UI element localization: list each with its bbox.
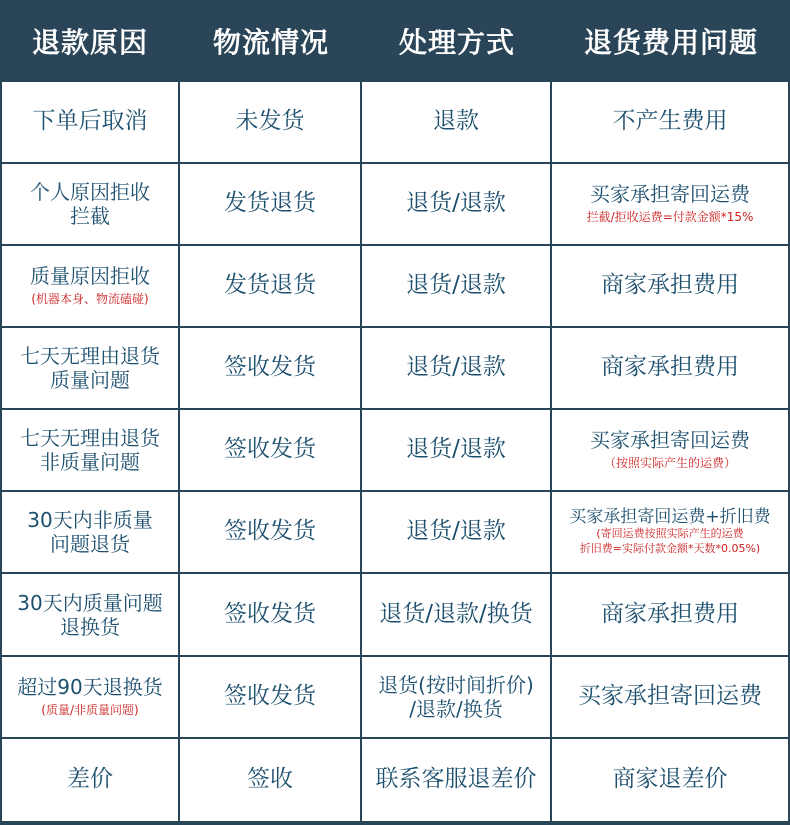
- fee-text: 买家承担寄回运费+折旧费: [569, 506, 771, 527]
- logistics-cell: [180, 492, 360, 572]
- fee-text: 买家承担寄回运费: [590, 428, 750, 453]
- fee-text: 买家承担寄回运费: [578, 683, 762, 710]
- handling-text: 退货/退款: [406, 518, 506, 545]
- handling-text: /退款/换货: [409, 697, 503, 721]
- reason-cell: [2, 82, 178, 162]
- fee-text: 商家承担费用: [601, 354, 739, 381]
- fee-note: (寄回运费按照实际产生的运费: [596, 527, 744, 541]
- reason-text: 七天无理由退货: [20, 426, 160, 450]
- reason-text: 非质量问题: [40, 450, 140, 474]
- handling-text: 退货/退款/换货: [379, 600, 533, 627]
- logistics-cell: [180, 410, 360, 490]
- reason-note: (机器本身、物流磕碰): [31, 292, 149, 307]
- logistics-cell: [180, 246, 360, 326]
- handling-text: 退款: [433, 108, 479, 135]
- logistics-text: 发货退货: [224, 272, 316, 299]
- header-handling: 处理方式: [398, 26, 515, 59]
- reason-text: 拦截: [70, 204, 110, 228]
- reason-cell: [2, 246, 178, 326]
- handling-cell: [362, 739, 550, 821]
- header-fee: 退货费用问题: [583, 26, 758, 59]
- reason-cell: [2, 328, 178, 408]
- reason-text: 退换货: [60, 614, 120, 639]
- reason-text: 超过90天退换货: [17, 675, 163, 700]
- handling-cell: [362, 246, 550, 326]
- fee-cell: [552, 164, 788, 244]
- reason-cell: [2, 492, 178, 572]
- fee-text: 商家退差价: [612, 766, 728, 793]
- handling-cell: [362, 328, 550, 408]
- logistics-text: 发货退货: [224, 190, 316, 217]
- fee-cell: [552, 82, 788, 162]
- logistics-cell: [180, 328, 360, 408]
- fee-cell: [552, 492, 788, 572]
- handling-cell: [362, 410, 550, 490]
- fee-text: 商家承担费用: [601, 272, 739, 299]
- reason-cell: [2, 657, 178, 737]
- fee-text: 不产生费用: [612, 108, 728, 135]
- logistics-cell: [180, 82, 360, 162]
- reason-text: 质量问题: [50, 368, 130, 392]
- reason-text: 差价: [67, 766, 113, 793]
- logistics-text: 签收发货: [224, 683, 316, 710]
- reason-cell: [2, 574, 178, 655]
- fee-note: 折旧费=实际付款金额*天数*0.05%): [579, 542, 761, 556]
- reason-cell: [2, 164, 178, 244]
- fee-cell: [552, 657, 788, 737]
- handling-text: 退货(按时间折价): [378, 673, 534, 697]
- reason-note: (质量/非质量问题): [41, 703, 139, 718]
- logistics-cell: [180, 574, 360, 655]
- reason-text: 30天内质量问题: [17, 590, 163, 615]
- handling-cell: [362, 164, 550, 244]
- logistics-text: 签收: [247, 766, 293, 793]
- header-refund-reason: 退款原因: [31, 26, 148, 59]
- handling-cell: [362, 492, 550, 572]
- fee-cell: [552, 246, 788, 326]
- logistics-text: 签收发货: [224, 518, 316, 545]
- reason-text: 30天内非质量: [27, 508, 153, 532]
- reason-text: 问题退货: [50, 532, 130, 556]
- logistics-text: 签收发货: [224, 354, 316, 381]
- fee-cell: [552, 574, 788, 655]
- handling-text: 联系客服退差价: [375, 766, 537, 793]
- reason-text: 七天无理由退货: [20, 344, 160, 368]
- logistics-text: 签收发货: [224, 600, 316, 627]
- fee-cell: [552, 328, 788, 408]
- reason-text: 下单后取消: [32, 108, 148, 135]
- handling-text: 退货/退款: [406, 436, 506, 463]
- fee-text: 商家承担费用: [601, 600, 739, 627]
- handling-cell: [362, 82, 550, 162]
- handling-cell: [362, 657, 550, 737]
- fee-note: （按照实际产生的运费）: [603, 456, 736, 471]
- logistics-cell: [180, 164, 360, 244]
- reason-cell: [2, 410, 178, 490]
- handling-text: 退货/退款: [406, 354, 506, 381]
- reason-text: 个人原因拒收: [30, 180, 150, 204]
- logistics-cell: [180, 657, 360, 737]
- header-logistics: 物流情况: [212, 26, 329, 59]
- handling-cell: [362, 574, 550, 655]
- handling-text: 退货/退款: [406, 272, 506, 299]
- handling-text: 退货/退款: [406, 190, 506, 217]
- fee-text: 买家承担寄回运费: [590, 182, 750, 207]
- fee-note: 拦截/拒收运费=付款金额*15%: [586, 210, 754, 225]
- logistics-cell: [180, 739, 360, 821]
- fee-cell: [552, 739, 788, 821]
- reason-text: 质量原因拒收: [30, 264, 150, 289]
- fee-cell: [552, 410, 788, 490]
- reason-cell: [2, 739, 178, 821]
- logistics-text: 未发货: [235, 108, 305, 135]
- logistics-text: 签收发货: [224, 436, 316, 463]
